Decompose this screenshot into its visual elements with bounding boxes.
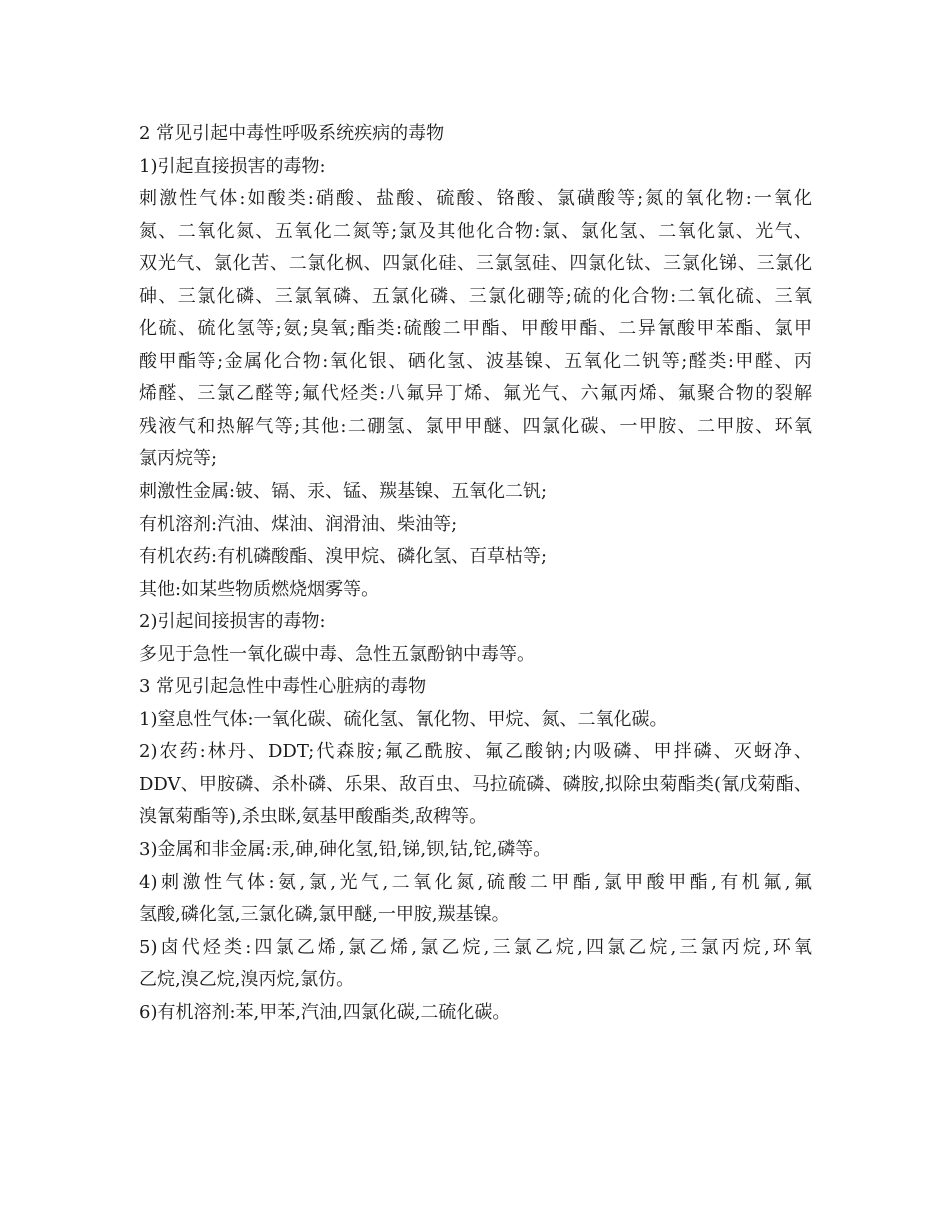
text-line: 5)卤代烃类:四氯乙烯,氯乙烯,氯乙烷,三氯乙烷,四氯乙烷,三氯丙烷,环氧 <box>139 936 812 958</box>
text-line: 烯醛、三氯乙醛等;氟代烃类:八氟异丁烯、氟光气、六氟丙烯、氟聚合物的裂解 <box>139 383 812 405</box>
text-line: 双光气、氯化苦、二氯化枫、四氯化硅、三氯氢硅、四氯化钛、三氯化锑、三氯化 <box>139 253 812 275</box>
text-line: 砷、三氯化磷、三氯氧磷、五氯化磷、三氯化硼等;硫的化合物:二氧化硫、三氧 <box>139 285 812 307</box>
document-body <box>139 118 812 1029</box>
text-line: 3)金属和非金属:汞,砷,砷化氢,铅,锑,钡,钴,铊,磷等。 <box>139 839 552 861</box>
text-line: 1)窒息性气体:一氧化碳、硫化氢、氰化物、甲烷、氮、二氧化碳。 <box>139 708 668 730</box>
text-line: 乙烷,溴乙烷,溴丙烷,氯仿。 <box>139 969 355 991</box>
text-line: 酸甲酯等;金属化合物:氧化银、硒化氢、波基镍、五氧化二钒等;醛类:甲醛、丙 <box>139 350 812 372</box>
text-line: 1)引起直接损害的毒物: <box>139 155 326 177</box>
text-line: 刺激性金属:铍、镉、汞、锰、羰基镍、五氧化二钒; <box>139 481 548 503</box>
text-line: 氢酸,磷化氢,三氯化磷,氯甲醚,一甲胺,羰基镍。 <box>139 904 510 926</box>
text-line: 6)有机溶剂:苯,甲苯,汽油,四氯化碳,二硫化碳。 <box>139 1001 511 1023</box>
text-line: 2)农药:林丹、DDT;代森胺;氟乙酰胺、氟乙酸钠;内吸磷、甲拌磷、灭蚜净、 <box>139 741 812 763</box>
text-line: 刺激性气体:如酸类:硝酸、盐酸、硫酸、铬酸、氯磺酸等;氮的氧化物:一氧化 <box>139 188 812 210</box>
text-line: 2 常见引起中毒性呼吸系统疾病的毒物 <box>139 123 445 144</box>
text-line: 有机农药:有机磷酸酯、溴甲烷、磷化氢、百草枯等; <box>139 546 548 568</box>
text-line: 有机溶剂:汽油、煤油、润滑油、柴油等; <box>139 513 458 535</box>
text-line: 多见于急性一氧化碳中毒、急性五氯酚钠中毒等。 <box>139 643 535 665</box>
text-line: 氮、二氧化氮、五氧化二氮等;氯及其他化合物:氯、氯化氢、二氧化氯、光气、 <box>139 220 812 242</box>
text-line: 化硫、硫化氢等;氨;臭氧;酯类:硫酸二甲酯、甲酸甲酯、二异氰酸甲苯酯、氯甲 <box>139 318 812 340</box>
text-line: 残液气和热解气等;其他:二硼氢、氯甲甲醚、四氯化碳、一甲胺、二甲胺、环氧 <box>139 415 812 437</box>
text-line: 溴氰菊酯等),杀虫眯,氨基甲酸酯类,敌稗等。 <box>139 806 488 828</box>
text-line: 其他:如某些物质燃烧烟雾等。 <box>139 578 380 600</box>
text-line: 3 常见引起急性中毒性心脏病的毒物 <box>139 676 427 698</box>
text-line: DDV、甲胺磷、杀朴磷、乐果、敌百虫、马拉硫磷、磷胺,拟除虫菊酯类(氰戊菊酯、 <box>139 773 812 795</box>
text-line: 氯丙烷等; <box>139 448 218 470</box>
text-line: 2)引起间接损害的毒物: <box>139 611 326 633</box>
text-line: 4)刺激性气体:氨,氯,光气,二氧化氮,硫酸二甲酯,氯甲酸甲酯,有机氟,氟 <box>139 871 812 893</box>
